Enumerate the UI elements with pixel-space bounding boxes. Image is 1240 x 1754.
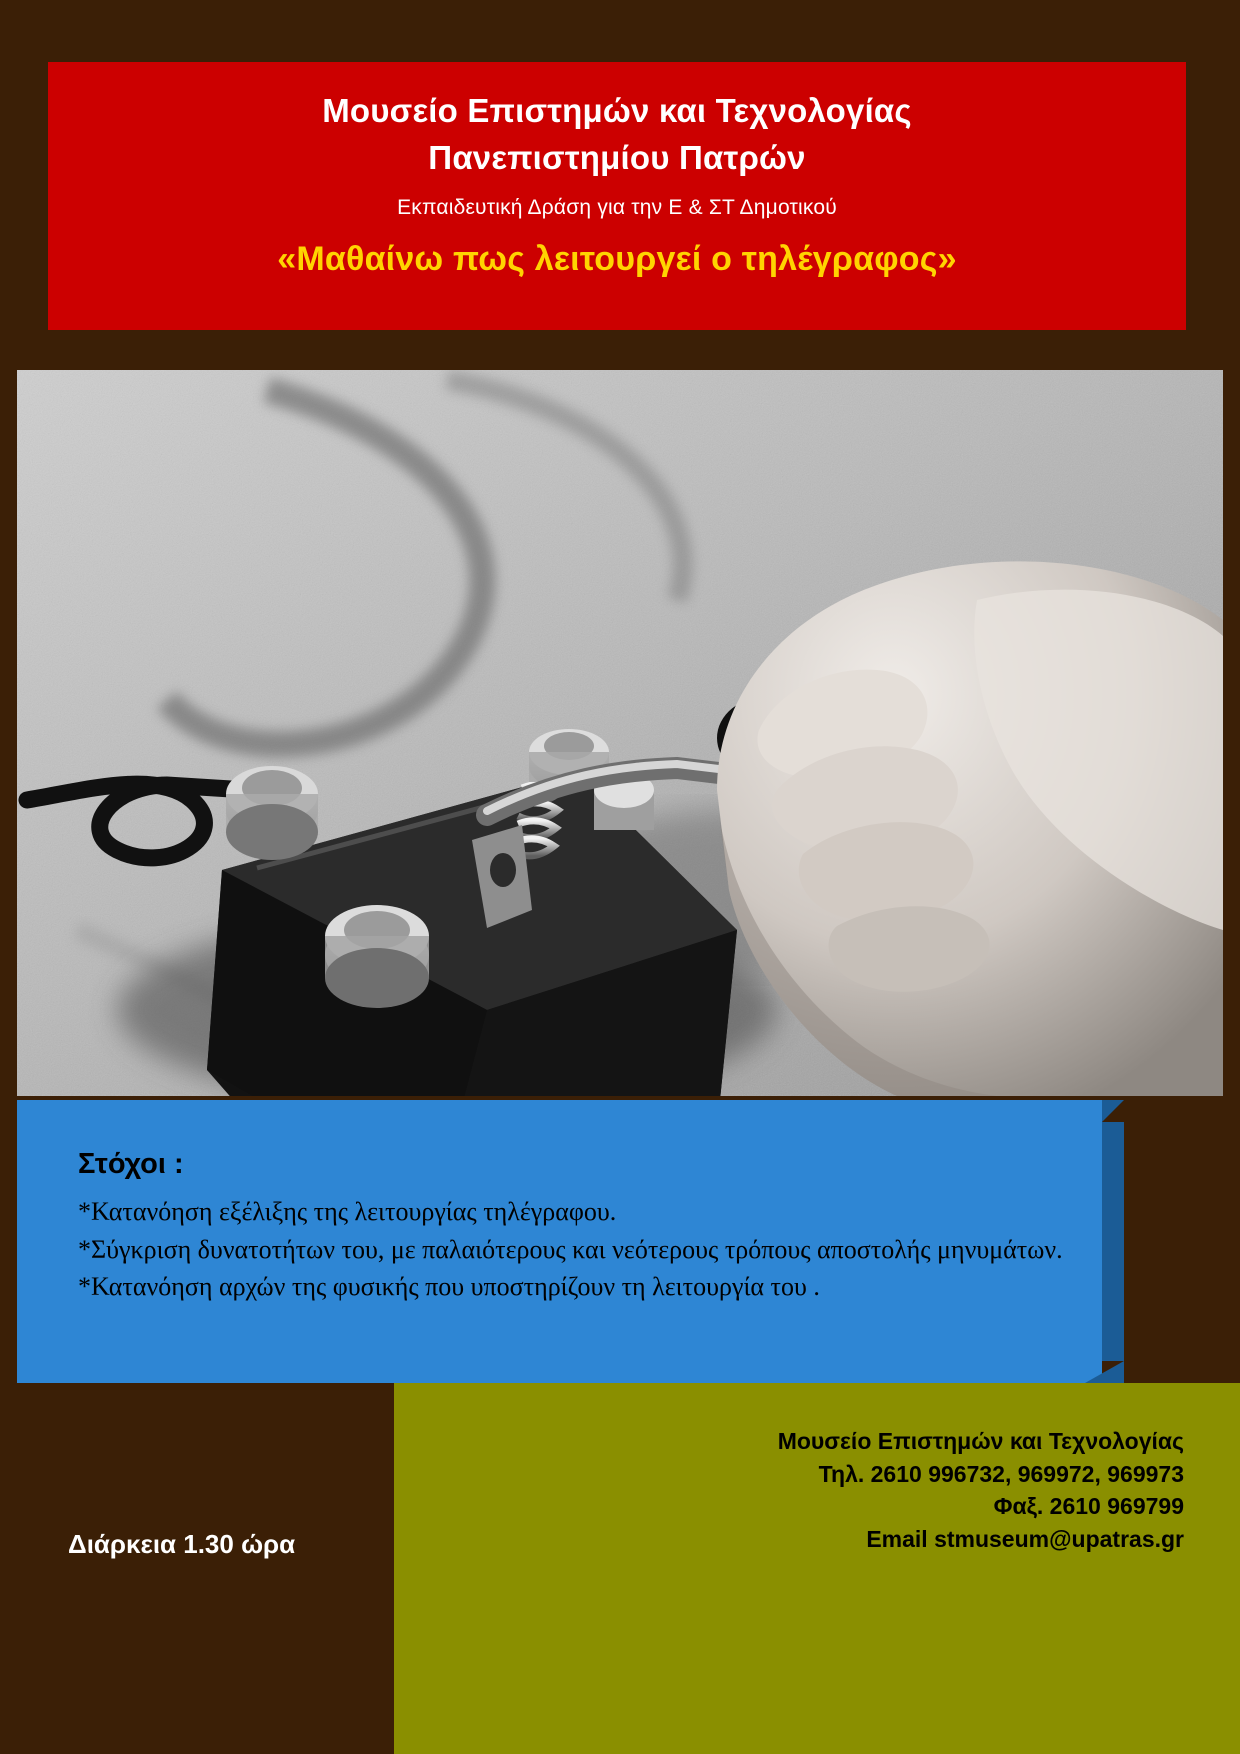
telegraph-photo (17, 370, 1223, 1096)
contact-fax: Φαξ. 2610 969799 (993, 1493, 1184, 1520)
header-subtitle: Εκπαιδευτική Δράση για την Ε & ΣΤ Δημοτικού (397, 195, 837, 219)
museum-title-line-2: Πανεπιστημίου Πατρών (428, 138, 806, 176)
goals-band-corner-bottom (1085, 1361, 1124, 1383)
header-band (48, 62, 1186, 330)
goals-item: *Σύγκριση δυνατοτήτων του, με παλαιότερους και νεότερους τρόπους αποστολής μηνυμάτων. (78, 1234, 1063, 1264)
goals-item: *Κατανόηση αρχών της φυσικής που υποστηρίζουν τη λειτουργία του . (78, 1272, 820, 1302)
goals-band-side-shadow (1102, 1122, 1124, 1361)
contact-email[interactable]: Email stmuseum@upatras.gr (866, 1525, 1184, 1552)
contact-organization: Μουσείο Επιστημών και Τεχνολογίας (777, 1428, 1184, 1454)
goals-content (78, 1148, 1078, 1306)
goals-band-corner-top (1102, 1100, 1124, 1122)
page-title: «Μαθαίνω πως λειτουργεί ο τηλέγραφος» (277, 239, 957, 278)
goals-heading: Στόχοι : (78, 1148, 184, 1180)
contact-phone: Τηλ. 2610 996732, 969972, 969973 (818, 1460, 1184, 1487)
footer-left-panel (0, 1383, 394, 1754)
telegraph-photo-illustration (17, 370, 1223, 1096)
museum-title-line-1: Μουσείο Επιστημών και Τεχνολογίας (322, 92, 912, 129)
goals-item: *Κατανόηση εξέλιξης της λειτουργίας τηλέγραφου. (78, 1197, 617, 1226)
duration-label: Διάρκεια 1.30 ώρα (68, 1529, 296, 1559)
contact-block (778, 1425, 1184, 1556)
